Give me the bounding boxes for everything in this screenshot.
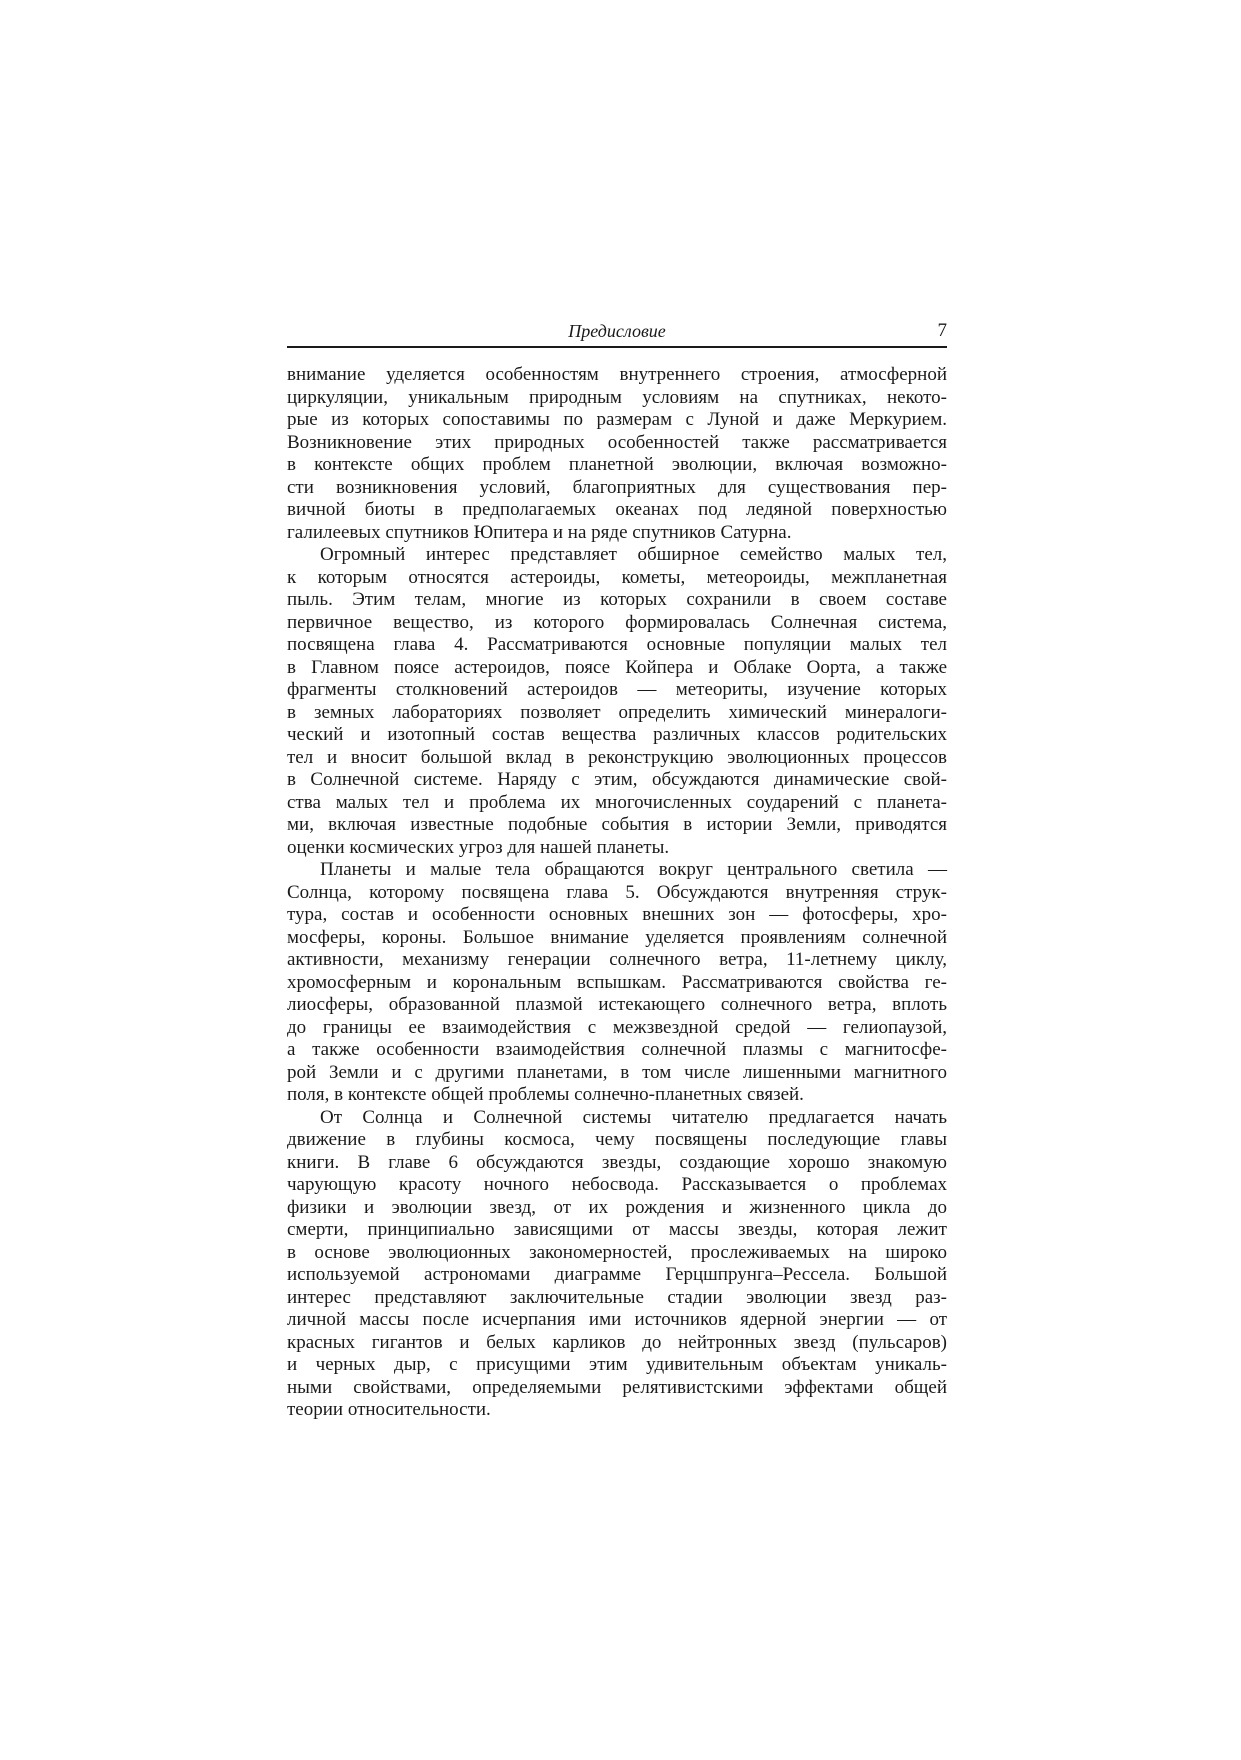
text-line: ми, включая известные подобные события в истории Земли, приводятся xyxy=(287,814,947,835)
text-line: внимание уделяется особенностям внутреннего строения, атмосферной xyxy=(287,364,947,385)
text-line: интерес представляют заключительные стадии эволюции звезд раз- xyxy=(287,1286,947,1308)
text-line: От Солнца и Солнечной системы читателю предлагается начать xyxy=(320,1106,947,1128)
text-line: галилеевых спутников Юпитера и на ряде спутников Сатурна. xyxy=(287,521,792,543)
text-line: в Солнечной системе. Наряду с этим, обсуждаются динамические свой- xyxy=(287,769,947,790)
text-line: вичной биоты в предполагаемых океанах под ледяной поверхностью xyxy=(287,499,947,520)
text-line: хромосферным и корональным вспышкам. Рассматриваются свойства ге- xyxy=(287,971,947,993)
text-line: в основе эволюционных закономерностей, прослеживаемых на широко xyxy=(287,1241,947,1263)
text-line: тел и вносит большой вклад в реконструкцию эволюционных процессов xyxy=(287,746,947,768)
text-line: смерти, принципиально зависящими от массы звезды, которая лежит xyxy=(287,1219,947,1240)
text-line: ческий и изотопный состав вещества различных классов родительских xyxy=(287,724,947,745)
text-line: теории относительности. xyxy=(287,1399,491,1420)
page-number: 7 xyxy=(937,320,947,341)
text-line: активности, механизму генерации солнечного ветра, 11-летнему циклу, xyxy=(287,949,947,970)
text-line: Возникновение этих природных особенностей также рассматривается xyxy=(287,431,947,453)
text-line: красных гигантов и белых карликов до нейтронных звезд (пульсаров) xyxy=(287,1331,947,1353)
text-line: в земных лабораториях позволяет определить химический минералоги- xyxy=(287,701,947,723)
text-line: и черных дыр, с присущими этим удивительным объектам уникаль- xyxy=(287,1354,947,1375)
text-line: оценки космических угроз для нашей планеты. xyxy=(287,836,670,858)
body-text xyxy=(287,364,947,1422)
text-line: ства малых тел и проблема их многочисленных соударений с планета- xyxy=(287,791,947,813)
text-line: посвящена глава 4. Рассматриваются основные популяции малых тел xyxy=(287,634,947,655)
text-line: рые из которых сопоставимы по размерам с Луной и даже Меркурием. xyxy=(287,409,947,430)
text-line: циркуляции, уникальным природным условиям на спутниках, некото- xyxy=(287,386,947,408)
text-line: в Главном поясе астероидов, поясе Койпера и Облаке Оорта, а также xyxy=(287,656,947,678)
text-line: ными свойствами, определяемыми релятивистскими эффектами общей xyxy=(287,1376,947,1398)
text-line: поля, в контексте общей проблемы солнечно-планетных связей. xyxy=(287,1084,804,1105)
text-line: личной массы после исчерпания ими источников ядерной энергии — от xyxy=(287,1309,947,1330)
text-line: используемой астрономами диаграмме Герцшпрунга–Рессела. Большой xyxy=(287,1264,947,1285)
text-line: до границы ее взаимодействия с межзвездной средой — гелиопаузой, xyxy=(287,1016,947,1038)
text-line: первичное вещество, из которого формировалась Солнечная система, xyxy=(287,611,947,633)
text-line: Планеты и малые тела обращаются вокруг центрального светила — xyxy=(320,859,947,880)
text-line: физики и эволюции звезд, от их рождения и жизненного цикла до xyxy=(287,1196,947,1218)
text-line: мосферы, короны. Большое внимание уделяется проявлениям солнечной xyxy=(287,926,947,948)
text-line: книги. В главе 6 обсуждаются звезды, создающие хорошо знакомую xyxy=(287,1151,947,1173)
text-line: к которым относятся астероиды, кометы, метеороиды, межпланетная xyxy=(287,566,947,588)
text-line: в контексте общих проблем планетной эволюции, включая возможно- xyxy=(287,454,947,475)
text-line: сти возникновения условий, благоприятных для существования пер- xyxy=(287,476,947,498)
text-line: фрагменты столкновений астероидов — метеориты, изучение которых xyxy=(287,679,947,700)
text-line: чарующую красоту ночного небосвода. Рассказывается о проблемах xyxy=(287,1174,947,1195)
text-line: Огромный интерес представляет обширное семейство малых тел, xyxy=(320,544,947,565)
text-line: тура, состав и особенности основных внешних зон — фотосферы, хро- xyxy=(287,904,947,925)
text-line: рой Земли и с другими планетами, в том числе лишенными магнитного xyxy=(287,1061,947,1083)
running-head xyxy=(287,320,947,348)
text-line: пыль. Этим телам, многие из которых сохранили в своем составе xyxy=(287,589,947,610)
text-line: движение в глубины космоса, чему посвящены последующие главы xyxy=(287,1129,947,1150)
text-line: лиосферы, образованной плазмой истекающего солнечного ветра, вплоть xyxy=(287,994,947,1015)
running-title: Предисловие xyxy=(568,321,666,341)
text-line: а также особенности взаимодействия солнечной плазмы с магнитосфе- xyxy=(287,1039,947,1060)
text-line: Солнца, которому посвящена глава 5. Обсуждаются внутренняя струк- xyxy=(287,881,947,903)
